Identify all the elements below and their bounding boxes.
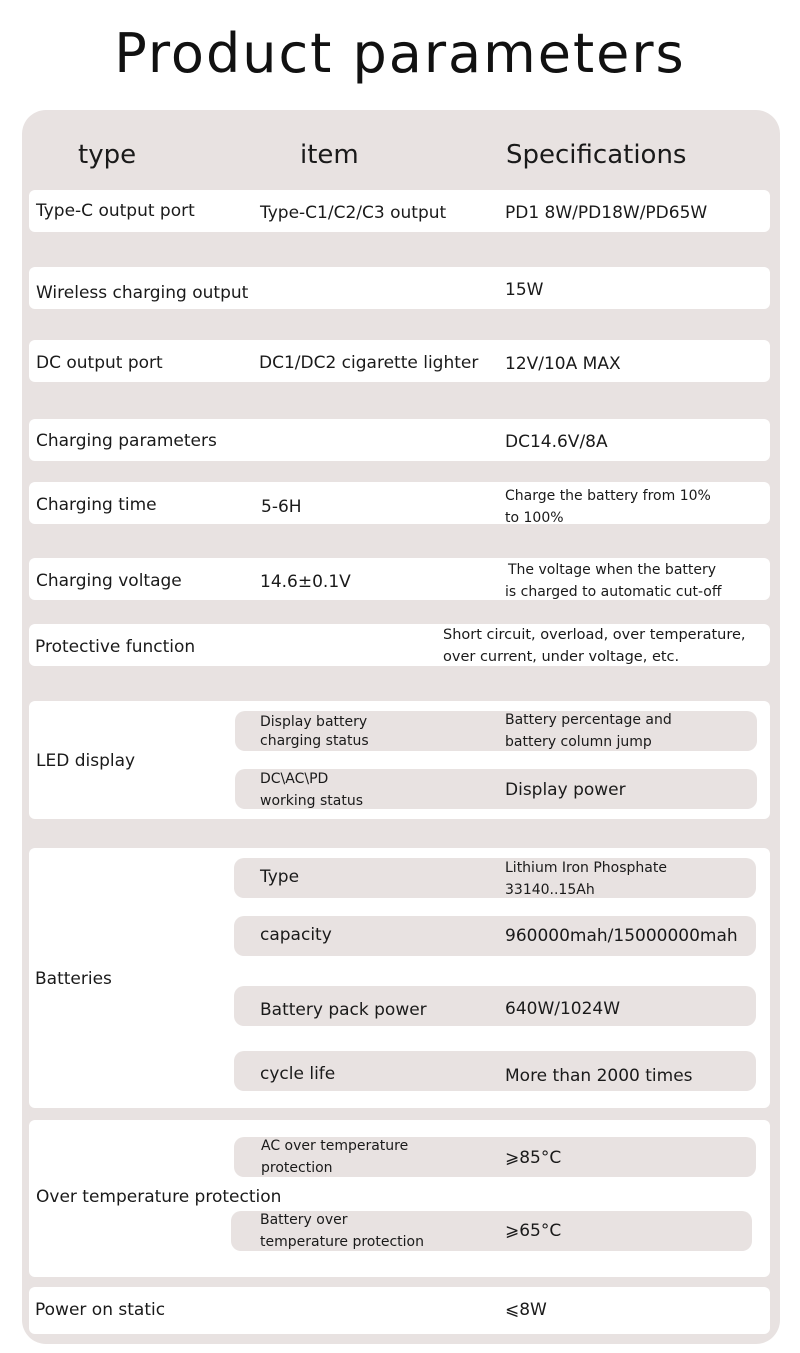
batt-sub-capacity	[234, 916, 756, 956]
sub-spec-line1: Lithium Iron Phosphate	[505, 860, 667, 876]
row-protective-function	[29, 624, 770, 666]
row-type-label: LED display	[36, 751, 136, 771]
sub-item-label: capacity	[260, 925, 332, 945]
row-spec-value: 12V/10A MAX	[505, 354, 621, 374]
sub-spec-value: 960000mah/15000000mah	[505, 926, 738, 946]
led-sub-battery-status	[235, 711, 757, 751]
row-batteries	[29, 848, 770, 1108]
row-type-label: Charging time	[36, 495, 157, 515]
sub-spec-value: Display power	[505, 780, 626, 800]
row-spec-value: DC14.6V/8A	[505, 432, 608, 452]
header-item: item	[300, 140, 359, 170]
sub-spec-value: ⩾65°C	[505, 1221, 562, 1241]
sub-item-label: Type	[260, 867, 300, 887]
row-spec-line2: is charged to automatic cut-off	[505, 584, 722, 600]
row-charging-time	[29, 482, 770, 524]
overtemp-sub-battery	[231, 1211, 752, 1251]
sub-item-line2: protection	[261, 1160, 333, 1176]
row-item-label: Type-C1/C2/C3 output	[260, 203, 447, 223]
row-item-label: DC1/DC2 cigarette lighter	[259, 353, 479, 373]
header-type: type	[78, 140, 137, 170]
batt-sub-type	[234, 858, 756, 898]
row-power-on-static	[29, 1287, 770, 1334]
led-sub-working-status	[235, 769, 757, 809]
sub-item-line1: Battery over	[260, 1212, 348, 1228]
row-type-label: Power on static	[35, 1300, 166, 1320]
sub-item-line2: temperature protection	[260, 1234, 424, 1250]
row-spec-line1: Charge the battery from 10%	[505, 488, 711, 504]
overtemp-sub-ac	[234, 1137, 756, 1177]
row-wireless	[29, 267, 770, 309]
row-type-label: Wireless charging output	[36, 283, 249, 303]
sub-item-line2: charging status	[260, 733, 369, 749]
row-led-display	[29, 701, 770, 819]
sub-item-line1: AC over temperature	[261, 1138, 409, 1154]
row-item-label: 14.6±0.1V	[260, 572, 351, 592]
sub-item-label: Battery pack power	[260, 1000, 427, 1020]
sub-item-line1: DC\AC\PD	[260, 771, 329, 787]
row-spec-line2: to 100%	[505, 510, 564, 526]
batt-sub-cycle-life	[234, 1051, 756, 1091]
row-dc-output	[29, 340, 770, 382]
header-specifications: Specifications	[506, 140, 687, 170]
sub-item-label: cycle life	[260, 1064, 336, 1084]
row-spec-line2: over current, under voltage, etc.	[443, 649, 680, 665]
row-spec-line1: The voltage when the battery	[508, 562, 717, 578]
sub-spec-value: More than 2000 times	[505, 1066, 693, 1086]
sub-spec-value: ⩾85°C	[505, 1148, 562, 1168]
row-spec-value: ⩽8W	[505, 1300, 547, 1320]
sub-spec-line2: 33140..15Ah	[505, 882, 595, 898]
row-type-label: Type-C output port	[36, 201, 195, 221]
row-type-label: Over temperature protection	[36, 1187, 282, 1207]
row-type-label: Charging voltage	[36, 571, 182, 591]
sub-spec-line2: battery column jump	[505, 734, 652, 750]
page-title: Product parameters	[114, 22, 686, 85]
row-item-label: 5-6H	[261, 497, 302, 517]
row-spec-value: PD1 8W/PD18W/PD65W	[505, 203, 708, 223]
row-spec-line1: Short circuit, overload, over temperature,	[443, 627, 746, 643]
sub-item-line2: working status	[260, 793, 363, 809]
row-charging-parameters	[29, 419, 770, 461]
row-spec-value: 15W	[505, 280, 544, 300]
row-typec	[29, 190, 770, 232]
row-type-label: Batteries	[35, 969, 112, 989]
sub-item-line1: Display battery	[260, 714, 368, 730]
row-type-label: Charging parameters	[36, 431, 217, 451]
row-type-label: DC output port	[36, 353, 163, 373]
sub-spec-line1: Battery percentage and	[505, 712, 672, 728]
row-type-label: Protective function	[35, 637, 196, 657]
sub-spec-value: 640W/1024W	[505, 999, 621, 1019]
row-charging-voltage	[29, 558, 770, 600]
row-over-temperature	[29, 1120, 770, 1277]
batt-sub-pack-power	[234, 986, 756, 1026]
